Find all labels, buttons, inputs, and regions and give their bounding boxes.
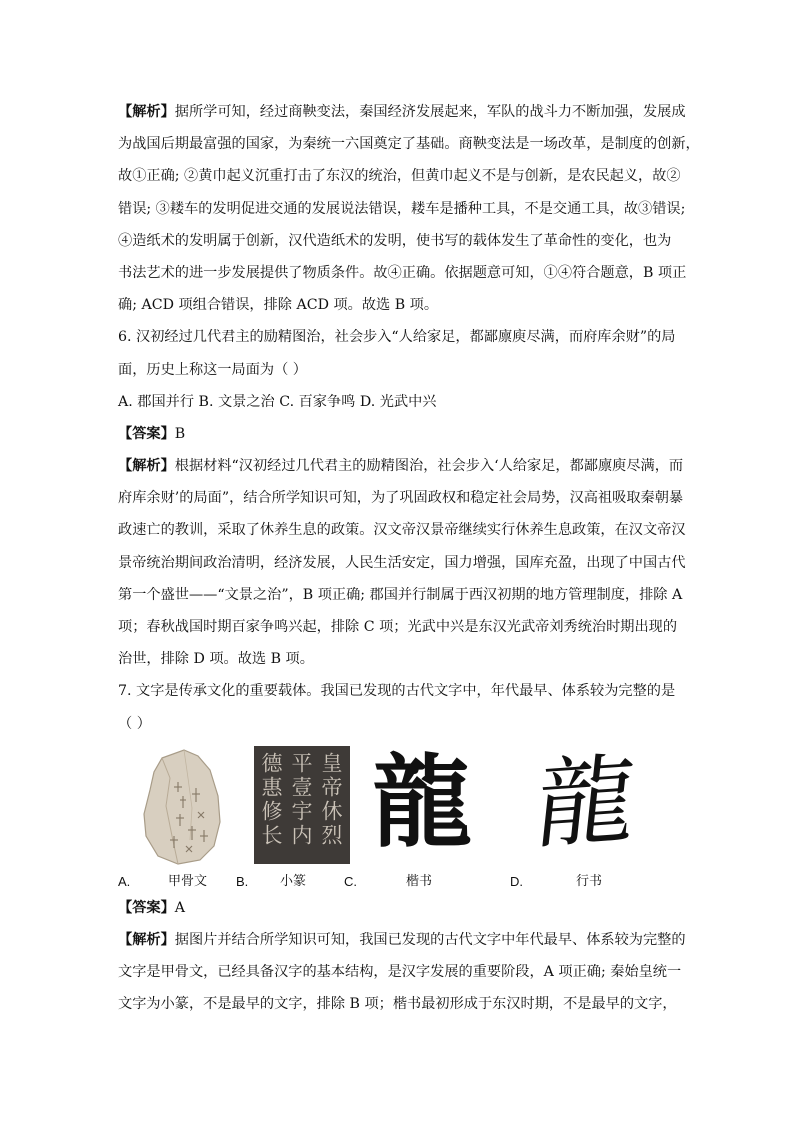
regular-script-character: 龍 [372,743,472,861]
q7-analysis-line-3: 文字为小篆，不是最早的文字，排除 B 项；楷书最初形成于东汉时期，不是最早的文字， [118,996,677,1013]
q7-figure-options [118,744,678,892]
q6-analysis-line-6: 项；春秋战国时期百家争鸣兴起，排除 C 项；光武中兴是东汉光武帝刘秀统治时期出现的 [118,619,678,635]
q6-analysis-line-3: 政速亡的教训，采取了休养生息的政策。汉文帝汉景帝继续实行休养生息政策，在汉文帝汉 [118,522,686,539]
q7-stem-line-2: （ ） [118,715,151,732]
q6-analysis-line-2: 府库余财’的局面”，结合所学知识可知，为了巩固政权和稳定社会局势，汉高祖吸取秦朝暴 [118,490,684,507]
q5-analysis-line-6: 书法艺术的进一步发展提供了物质条件。故④正确。依据题意可知，①④符合题意，B 项正 [118,264,687,281]
q7-answer [118,892,678,924]
q5-analysis-line-4: 错误; ③耧车的发明促进交通的发展说法错误，耧车是播种工具，不是交通工具，故③错误; [118,200,686,217]
oracle-bone-image [140,748,224,870]
q7-answer-value: A [174,899,186,916]
q7-answer-tag: 【答案】 [118,899,175,916]
option-b-letter: B. [236,873,249,889]
q5-analysis-line-2: 为战国后期最富强的国家，为秦统一六国奠定了基础。商鞅变法是一场改革，是制度的创新， [118,136,700,153]
seal-script-rubbing [254,746,350,864]
q5-analysis-line-7: 确; ACD 项组合错误，排除 ACD 项。故选 B 项。 [118,297,439,314]
q7-analysis-line-2: 文字是甲骨文，已经具备汉字的基本结构，是汉字发展的重要阶段，A 项正确; 秦始皇统一 [118,964,682,981]
option-d-letter: D. [510,873,523,889]
option-c-letter: C. [344,873,357,889]
document-page [118,96,700,1021]
option-a-caption: 甲骨文 [168,873,208,889]
option-c-caption: 楷书 [406,873,433,889]
option-a-letter: A. [118,873,131,889]
q6-analysis-line-7: 治世，排除 D 项。故选 B 项。 [118,651,314,668]
q5-analysis-line-1: 【解析】据所学可知，经过商鞅变法，秦国经济发展起来，军队的战斗力不断加强，发展成 [118,104,686,120]
q7-analysis-tag: 【解析】 [118,931,175,948]
q6-stem-line-2: 面，历史上称这一局面为（ ） [118,361,307,378]
q5-analysis-tag: 【解析】 [118,104,175,120]
q6-options: A. 郡国并行 B. 文景之治 C. 百家争鸣 D. 光武中兴 [118,393,437,410]
option-d-caption: 行书 [576,873,603,889]
q7-stem-line-1: 7. 文字是传承文化的重要载体。我国已发现的古代文字中，年代最早、体系较为完整的是 [118,683,676,700]
q6-analysis-line-1: 【解析】根据材料“汉初经过几代君主的励精图治，社会步入‘人给家足，都鄙廪庾尽满，而 [118,458,684,475]
q6-stem-line-1: 6. 汉初经过几代君主的励精图治，社会步入“人给家足，都鄙廪庾尽满，而府库余财”的局 [118,329,676,346]
q5-analysis-line-5: ④造纸术的发明属于创新，汉代造纸术的发明，使书写的载体发生了革命性的变化，也为 [118,232,672,249]
q6-answer [118,418,678,450]
q6-analysis-line-5: 第一个盛世——“文景之治”，B 项正确; 郡国并行制属于西汉初期的地方管理制度，排除 A [118,586,683,603]
q7-analysis-line-1: 【解析】据图片并结合所学知识可知，我国已发现的古代文字中年代最早、体系较为完整的 [118,931,686,948]
q5-analysis-line-3: 故①正确; ②黄巾起义沉重打击了东汉的统治，但黄巾起义不是与创新，是农民起义，故② [118,168,681,185]
seal-script-chars: 皇帝休烈 平壹宇内 德惠修长 [259,751,343,848]
running-script-character: 龍 [530,742,642,864]
q6-answer-tag: 【答案】 [118,425,175,442]
q6-analysis-tag: 【解析】 [118,458,175,475]
option-b-caption: 小篆 [280,873,307,889]
q6-answer-value: B [174,425,186,442]
q6-analysis-line-4: 景帝统治期间政治清明，经济发展，人民生活安定，国力增强，国库充盈，出现了中国古代 [118,554,686,571]
